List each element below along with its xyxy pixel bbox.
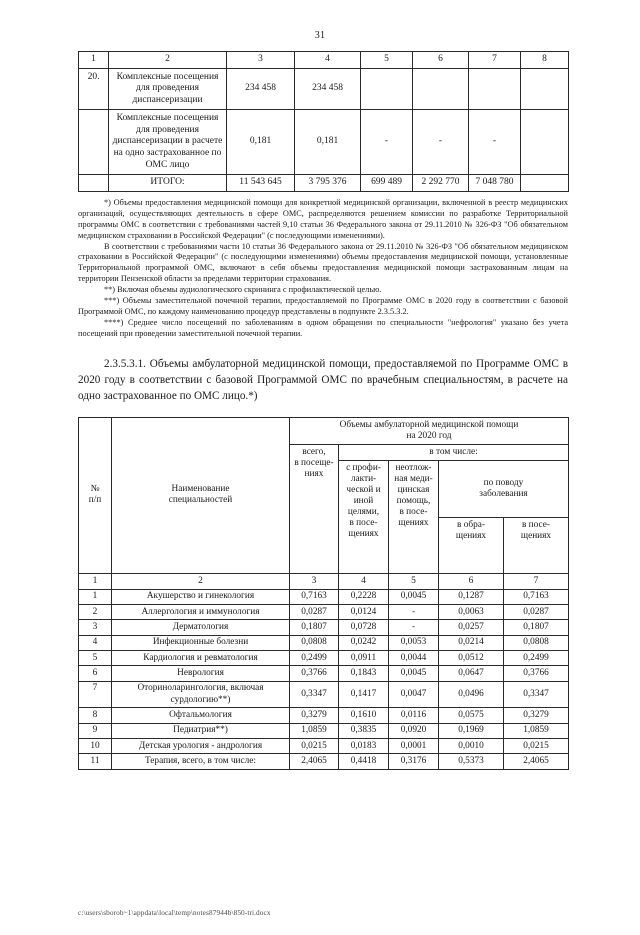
row-name: Детская урология - андрология [112, 739, 290, 754]
colnum-2: 2 [109, 52, 227, 69]
colnum-4: 4 [339, 574, 389, 590]
row-cell-7: 0,0287 [504, 605, 569, 620]
table-row [79, 651, 569, 666]
header-disease-line1: по поводу [483, 477, 524, 488]
row-cell-7: 7 048 780 [469, 175, 521, 192]
colnum-2: 2 [112, 574, 290, 590]
table-two-body [79, 589, 569, 769]
row-cell-4: 3 795 376 [295, 175, 361, 192]
header-urgent-line6: щениях [398, 518, 429, 528]
row-number: 7 [79, 681, 112, 708]
row-cell-6: 2 292 770 [413, 175, 469, 192]
row-number: 20. [79, 68, 109, 110]
page-number: 31 [314, 30, 326, 41]
volumes-summary-table [78, 51, 569, 192]
row-cell-7: 1,0859 [504, 723, 569, 738]
row-cell-7: 0,0215 [504, 739, 569, 754]
table-two-header-row-1 [79, 417, 569, 444]
header-prof-line2: лакти- [350, 474, 377, 485]
row-cell-7: 0,2499 [504, 651, 569, 666]
header-urgent-line5: в посе- [399, 507, 428, 518]
header-total-line2: в посеще- [294, 457, 334, 468]
header-disease-group [439, 461, 569, 518]
row-cell-7: 0,3279 [504, 708, 569, 723]
header-group-title-line1: Объемы амбулаторной медицинской помощи [339, 419, 519, 430]
header-urgent-care [389, 461, 439, 574]
row-number [79, 110, 109, 175]
colnum-7: 7 [469, 52, 521, 69]
colnum-1: 1 [79, 52, 109, 69]
row-number: 5 [79, 651, 112, 666]
row-cell-6: - [413, 110, 469, 175]
table-row [79, 635, 569, 650]
row-cell-4: 0,0124 [339, 605, 389, 620]
header-total-visits [290, 445, 339, 574]
row-name: Неврология [112, 666, 290, 681]
footer-file-path: c:\users\sborob~1\appdata\local\temp\notes87944b\850-tri.docx [78, 908, 271, 917]
row-cell-4: 0,3835 [339, 723, 389, 738]
header-urgent-line4: помощь, [396, 496, 431, 507]
row-number: 4 [79, 635, 112, 650]
row-name: Аллергология и иммунология [112, 605, 290, 620]
table-row [79, 68, 569, 110]
row-cell-3: 0,7163 [290, 589, 339, 604]
header-prof-line3: ческой и [346, 485, 381, 496]
colnum-3: 3 [290, 574, 339, 590]
colnum-8: 8 [521, 52, 569, 69]
row-cell-3: 0,0808 [290, 635, 339, 650]
table-row [79, 589, 569, 604]
table-row [79, 620, 569, 635]
row-number: 10 [79, 739, 112, 754]
row-name: Комплексные посещения для проведения диспансеризации в расчете на одно застрахованное по ОМС лицо [109, 110, 227, 175]
header-including: в том числе: [339, 445, 569, 461]
table-one-column-number-row [79, 52, 569, 69]
header-row-number [79, 417, 112, 573]
row-number: 11 [79, 754, 112, 769]
table-row [79, 739, 569, 754]
row-cell-6: 0,0257 [439, 620, 504, 635]
row-cell-5: 0,0920 [389, 723, 439, 738]
row-name: Кардиология и ревматология [112, 651, 290, 666]
header-visit-line2: щениях [520, 531, 552, 541]
header-group-title [290, 417, 569, 444]
row-cell-4: 234 458 [295, 68, 361, 110]
header-prof-line7: щениях [348, 528, 379, 539]
row-cell-4: 0,0242 [339, 635, 389, 650]
header-total-line3: ниях [304, 468, 324, 479]
header-appeals [439, 518, 504, 574]
row-name: Оториноларингология, включая сурдологию**) [112, 681, 290, 708]
row-number: 8 [79, 708, 112, 723]
header-appeal-line2: щениях [455, 531, 487, 541]
row-cell-3: 0,1807 [290, 620, 339, 635]
row-cell-5: 699 489 [361, 175, 413, 192]
row-cell-7 [469, 68, 521, 110]
row-cell-5: 0,0047 [389, 681, 439, 708]
row-cell-5: - [361, 110, 413, 175]
row-cell-5: 0,0045 [389, 589, 439, 604]
row-cell-7: 0,3347 [504, 681, 569, 708]
row-cell-6: 0,0575 [439, 708, 504, 723]
row-name: Терапия, всего, в том числе: [112, 754, 290, 769]
row-number: 1 [79, 589, 112, 604]
header-row-number-line2: п/п [88, 495, 102, 506]
header-group-title-line2: на 2020 год [406, 430, 452, 441]
colnum-3: 3 [227, 52, 295, 69]
footnote-2: В соответствии с требованиями части 10 статьи 36 Федерального закона от 29.11.2010 № 326-ФЗ "Об обязательном медицинском страховании в Российской Федерации" (с последующими изменениями) объемы предоставления медицинской помощи, установленные Территориальной программой ОМС, включают в себя объемы предоставления медицинской помощи застрахованным лицам на территории Пензенской области за пределами территории страхования. [78, 241, 568, 284]
row-number [79, 175, 109, 192]
row-cell-6: 0,5373 [439, 754, 504, 769]
row-name: Инфекционные болезни [112, 635, 290, 650]
row-cell-4: 0,1417 [339, 681, 389, 708]
header-preventive-visits [339, 461, 389, 574]
row-cell-6: 0,0063 [439, 605, 504, 620]
row-cell-5: 0,0001 [389, 739, 439, 754]
header-urgent-line2: ная меди- [394, 474, 433, 485]
colnum-5: 5 [389, 574, 439, 590]
header-total-line1: всего, [302, 447, 326, 457]
header-visit-line1: в посе- [521, 520, 551, 531]
row-cell-4: 0,0728 [339, 620, 389, 635]
row-cell-4: 0,0911 [339, 651, 389, 666]
row-cell-6: 0,1287 [439, 589, 504, 604]
header-prof-line1: с профи- [346, 463, 381, 474]
row-number: 3 [79, 620, 112, 635]
row-number: 6 [79, 666, 112, 681]
row-cell-5: - [389, 620, 439, 635]
row-name: Офтальмология [112, 708, 290, 723]
row-cell-6: 0,0214 [439, 635, 504, 650]
colnum-7: 7 [504, 574, 569, 590]
row-cell-7: 0,1807 [504, 620, 569, 635]
header-urgent-line3: цинская [397, 485, 430, 496]
row-cell-3: 0,0215 [290, 739, 339, 754]
row-cell-7: 0,3766 [504, 666, 569, 681]
footnote-4: ***) Объемы заместительной почечной терапии, предоставляемой по Программе ОМС в 2020 году в соответствии с базовой Программой ОМС, по каждому наименованию процедур представлены в подпункте 2.3.5.3.2. [78, 296, 568, 317]
row-cell-6: 0,0512 [439, 651, 504, 666]
row-cell-6: 0,0647 [439, 666, 504, 681]
row-cell-7: - [469, 110, 521, 175]
row-cell-6: 0,0496 [439, 681, 504, 708]
document-page [0, 30, 640, 935]
header-disease-line2: заболевания [479, 489, 528, 500]
table-row [79, 754, 569, 769]
row-cell-7: 2,4065 [504, 754, 569, 769]
row-cell-6: 0,1969 [439, 723, 504, 738]
row-cell-5: 0,0044 [389, 651, 439, 666]
footnote-1: *) Объемы предоставления медицинской помощи для конкретной медицинской организации, включенной в реестр медицинских организаций, осуществляющих деятельность в сфере ОМС, распределяются решением комиссии по разработке Территориальной программы ОМС в соответствии с требованиями частей 9,10 статьи 36 Федерального закона от 29.11.2010 № 326-ФЗ "Об обязательном медицинском страховании в Российской Федерации" (с последующими изменениями). [78, 197, 568, 240]
row-cell-8 [521, 175, 569, 192]
row-cell-3: 0,2499 [290, 651, 339, 666]
colnum-4: 4 [295, 52, 361, 69]
row-cell-3: 234 458 [227, 68, 295, 110]
row-cell-3: 0,0287 [290, 605, 339, 620]
header-specialty-name [112, 417, 290, 573]
row-name: Комплексные посещения для проведения диспансеризации [109, 68, 227, 110]
row-cell-7: 0,7163 [504, 589, 569, 604]
header-specialty-line2: специальностей [168, 495, 233, 506]
row-cell-3: 2,4065 [290, 754, 339, 769]
row-cell-5 [361, 68, 413, 110]
row-cell-4: 0,1843 [339, 666, 389, 681]
row-cell-8 [521, 110, 569, 175]
row-cell-5: 0,0045 [389, 666, 439, 681]
table-row [79, 681, 569, 708]
colnum-6: 6 [439, 574, 504, 590]
row-cell-5: 0,0116 [389, 708, 439, 723]
table-row [79, 708, 569, 723]
table-row-total [79, 175, 569, 192]
header-prof-line4: иной [353, 496, 374, 507]
row-cell-4: 0,1610 [339, 708, 389, 723]
row-cell-4: 0,0183 [339, 739, 389, 754]
colnum-1: 1 [79, 574, 112, 590]
row-cell-3: 0,3766 [290, 666, 339, 681]
header-prof-line5: целями, [347, 507, 380, 518]
section-heading: 2.3.5.3.1. Объемы амбулаторной медицинской помощи, предоставляемой по Программе ОМС в 2020 году в соответствии с базовой Программой ОМС по врачебным специальностям, в расчете на одно застрахованное по ОМС лицо.*) [78, 357, 568, 402]
table-row [79, 666, 569, 681]
table-two-column-number-row [79, 574, 569, 590]
row-cell-6: 0,0010 [439, 739, 504, 754]
row-cell-3: 0,3347 [290, 681, 339, 708]
row-cell-4: 0,181 [295, 110, 361, 175]
row-cell-6 [413, 68, 469, 110]
row-cell-5: - [389, 605, 439, 620]
header-row-number-line1: № [90, 484, 100, 495]
header-visits [504, 518, 569, 574]
row-name: Дерматология [112, 620, 290, 635]
row-cell-3: 1,0859 [290, 723, 339, 738]
page-content [78, 51, 568, 770]
table-row [79, 110, 569, 175]
footnotes-block [78, 198, 568, 340]
row-cell-3: 0,181 [227, 110, 295, 175]
row-number: 2 [79, 605, 112, 620]
header-prof-line6: в посе- [349, 518, 378, 528]
colnum-5: 5 [361, 52, 413, 69]
header-appeal-line1: в обра- [457, 520, 485, 531]
row-cell-8 [521, 68, 569, 110]
row-number: 9 [79, 723, 112, 738]
row-name: Акушерство и гинекология [112, 589, 290, 604]
colnum-6: 6 [413, 52, 469, 69]
row-cell-4: 0,2228 [339, 589, 389, 604]
row-cell-7: 0,0808 [504, 635, 569, 650]
header-urgent-line1: неотлож- [395, 463, 432, 474]
footnote-3: **) Включая объемы аудиологического скрининга с профилактической целью. [104, 285, 382, 295]
row-cell-5: 0,3176 [389, 754, 439, 769]
row-name: Педиатрия**) [112, 723, 290, 738]
row-cell-4: 0,4418 [339, 754, 389, 769]
row-cell-3: 0,3279 [290, 708, 339, 723]
table-row [79, 723, 569, 738]
row-name: ИТОГО: [109, 175, 227, 192]
row-cell-5: 0,0053 [389, 635, 439, 650]
outpatient-volumes-by-specialty-table [78, 417, 569, 770]
footnote-5: ****) Среднее число посещений по заболеваниям в одном обращении по специальности "нефрология" указано без учета посещений при проведении заместительной почечной терапии. [78, 318, 568, 339]
table-row [79, 605, 569, 620]
row-cell-3: 11 543 645 [227, 175, 295, 192]
header-specialty-line1: Наименование [171, 484, 230, 495]
